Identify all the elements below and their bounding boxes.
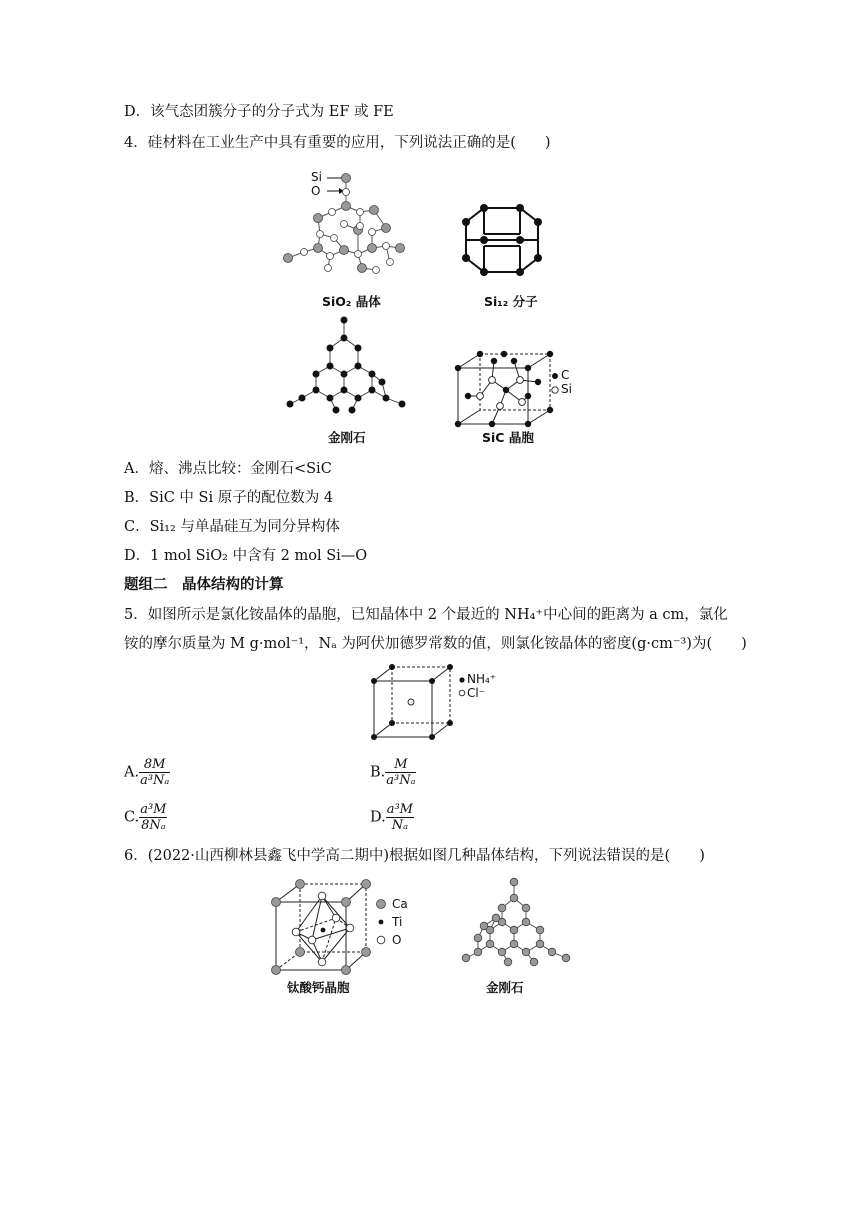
legend-c-label: C <box>561 368 570 382</box>
numerator: a³M <box>140 802 167 817</box>
fraction <box>139 757 170 788</box>
legend-si-label: Si <box>561 382 572 396</box>
q5-option-c-label: C. <box>124 809 140 826</box>
diamond-structure-diagram <box>286 316 416 416</box>
legend-cl-label: Cl⁻ <box>467 686 486 700</box>
q5-option-d-label: D. <box>370 809 386 826</box>
sic-cell-diagram <box>456 350 556 430</box>
q5-option-b-label: B. <box>370 764 386 781</box>
legend-si-label: Si <box>311 170 322 184</box>
legend-ti-label: Ti <box>392 915 403 929</box>
caption-diamond-q4: 金刚石 <box>328 430 366 445</box>
legend-o-label: O <box>392 933 402 947</box>
si12-structure-diagram <box>462 200 552 290</box>
diamond-q6-structure-diagram <box>462 878 572 968</box>
q4-option-a: A．熔、沸点比较：金刚石<SiC <box>124 461 332 477</box>
sic-legend-markers <box>551 372 561 402</box>
q5-option-a-label: A. <box>124 764 140 781</box>
caption-sic: SiC 晶胞 <box>482 430 534 445</box>
q5-option-b <box>370 757 416 788</box>
fraction <box>386 802 414 833</box>
caption-sio2: SiO₂ 晶体 <box>322 294 381 309</box>
caption-si12: Si₁₂ 分子 <box>484 294 538 309</box>
caption-diamond-q6: 金刚石 <box>486 980 524 995</box>
catio3-legend-markers <box>376 899 388 949</box>
sio2-structure-diagram <box>280 170 420 280</box>
denominator: a³Nₐ <box>140 773 170 788</box>
q3-option-d: D．该气态团簇分子的分子式为 EF 或 FE <box>124 104 394 120</box>
denominator: Nₐ <box>391 818 408 833</box>
q5-option-a <box>124 757 170 788</box>
q6-stem: 6．(2022·山西柳林县鑫飞中学高二期中)根据如图几种晶体结构，下列说法错误的是( ) <box>124 848 705 864</box>
nh4cl-cell-diagram <box>370 663 460 743</box>
legend-nh4-label: NH₄⁺ <box>467 672 497 686</box>
q5-stem-line2: 铵的摩尔质量为 M g·mol⁻¹，Nₐ 为阿伏加德罗常数的值，则氯化铵晶体的密度(g·cm⁻³)为( ) <box>124 636 747 652</box>
fraction <box>385 757 416 788</box>
numerator: a³M <box>386 802 413 817</box>
q4-option-d: D．1 mol SiO₂ 中含有 2 mol Si—O <box>124 548 368 564</box>
denominator: a³Nₐ <box>386 773 416 788</box>
q5-option-c <box>124 802 167 833</box>
q4-option-c: C．Si₁₂ 与单晶硅互为同分异构体 <box>124 519 340 535</box>
fraction <box>139 802 167 833</box>
caption-catio3: 钛酸钙晶胞 <box>287 980 350 995</box>
legend-o-label: O <box>311 184 321 198</box>
catio3-cell-diagram <box>272 880 372 976</box>
denominator: 8Nₐ <box>141 818 166 833</box>
legend-ca-label: Ca <box>392 897 408 911</box>
numerator: 8M <box>139 757 170 773</box>
q4-stem: 4．硅材料在工业生产中具有重要的应用，下列说法正确的是( ) <box>124 135 551 151</box>
section-heading: 题组二 晶体结构的计算 <box>124 577 284 593</box>
q5-stem-line1: 5．如图所示是氯化铵晶体的晶胞，已知晶体中 2 个最近的 NH₄⁺中心间的距离为 a cm，氯化 <box>124 607 728 623</box>
q5-option-d <box>370 802 414 833</box>
q4-option-b: B．SiC 中 Si 原子的配位数为 4 <box>124 490 334 506</box>
numerator: M <box>385 757 416 773</box>
